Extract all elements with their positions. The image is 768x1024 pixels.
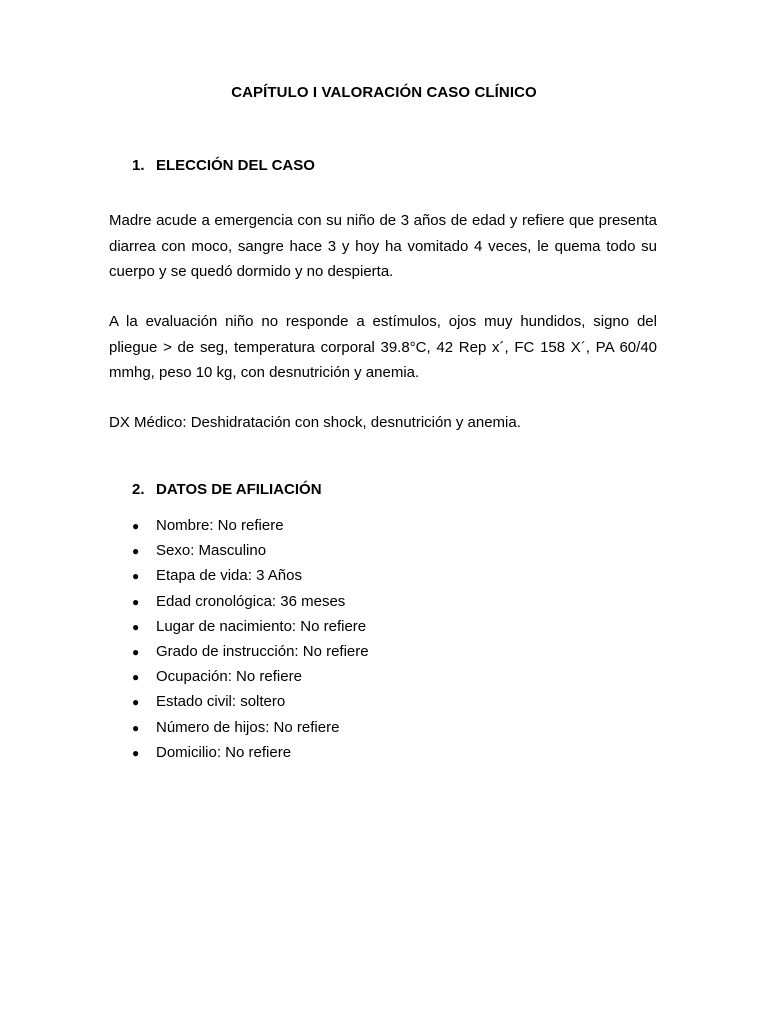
list-item: ● Etapa de vida: 3 Años (132, 565, 369, 590)
section-title: ELECCIÓN DEL CASO (156, 157, 315, 174)
bullet-icon: ● (132, 720, 140, 735)
section-heading-eleccion (132, 157, 315, 174)
bullet-icon: ● (132, 544, 140, 559)
list-item: ● Lugar de nacimiento: No refiere (132, 616, 369, 641)
bullet-icon: ● (132, 519, 140, 533)
list-item: ● Ocupación: No refiere (132, 666, 369, 691)
list-item: ● Número de hijos: No refiere (132, 717, 369, 742)
document-title: CAPÍTULO I VALORACIÓN CASO CLÍNICO (231, 84, 537, 101)
list-item: ● Domicilio: No refiere (132, 742, 369, 767)
list-item: ● Nombre: No refiere (132, 515, 369, 540)
paragraph-evaluacion: A la evaluación niño no responde a estímulos, ojos muy hundidos, signo del pliegue > de seg, temperatura corporal 39.8°C, 42 Rep x´, FC 158 X´, PA 60/40 mmhg, peso 10 kg, con desnutrición y anemia. (109, 313, 657, 381)
bullet-icon: ● (132, 619, 140, 634)
section-title: DATOS DE AFILIACIÓN (156, 481, 322, 498)
bullet-icon: ● (132, 695, 140, 710)
list-item: ● Grado de instrucción: No refiere (132, 641, 369, 666)
list-item: ● Sexo: Masculino (132, 540, 369, 565)
list-item: ● Estado civil: soltero (132, 691, 369, 716)
list-item: ● Edad cronológica: 36 meses (132, 591, 369, 616)
section-heading-afiliacion (132, 481, 322, 498)
paragraph-diagnostico: DX Médico: Deshidratación con shock, desnutrición y anemia. (109, 414, 521, 431)
bullet-icon: ● (132, 670, 140, 685)
bullet-icon: ● (132, 569, 140, 584)
section-number: 1. (132, 157, 145, 174)
bullet-icon: ● (132, 594, 140, 609)
section-number: 2. (132, 481, 145, 498)
paragraph-caso: Madre acude a emergencia con su niño de 3 años de edad y refiere que presenta diarrea con moco, sangre hace 3 y hoy ha vomitado 4 veces, le quema todo su cuerpo y se quedó dormido y no despierta. (109, 212, 657, 280)
afiliacion-list (132, 515, 369, 767)
bullet-icon: ● (132, 644, 140, 659)
bullet-icon: ● (132, 745, 140, 760)
